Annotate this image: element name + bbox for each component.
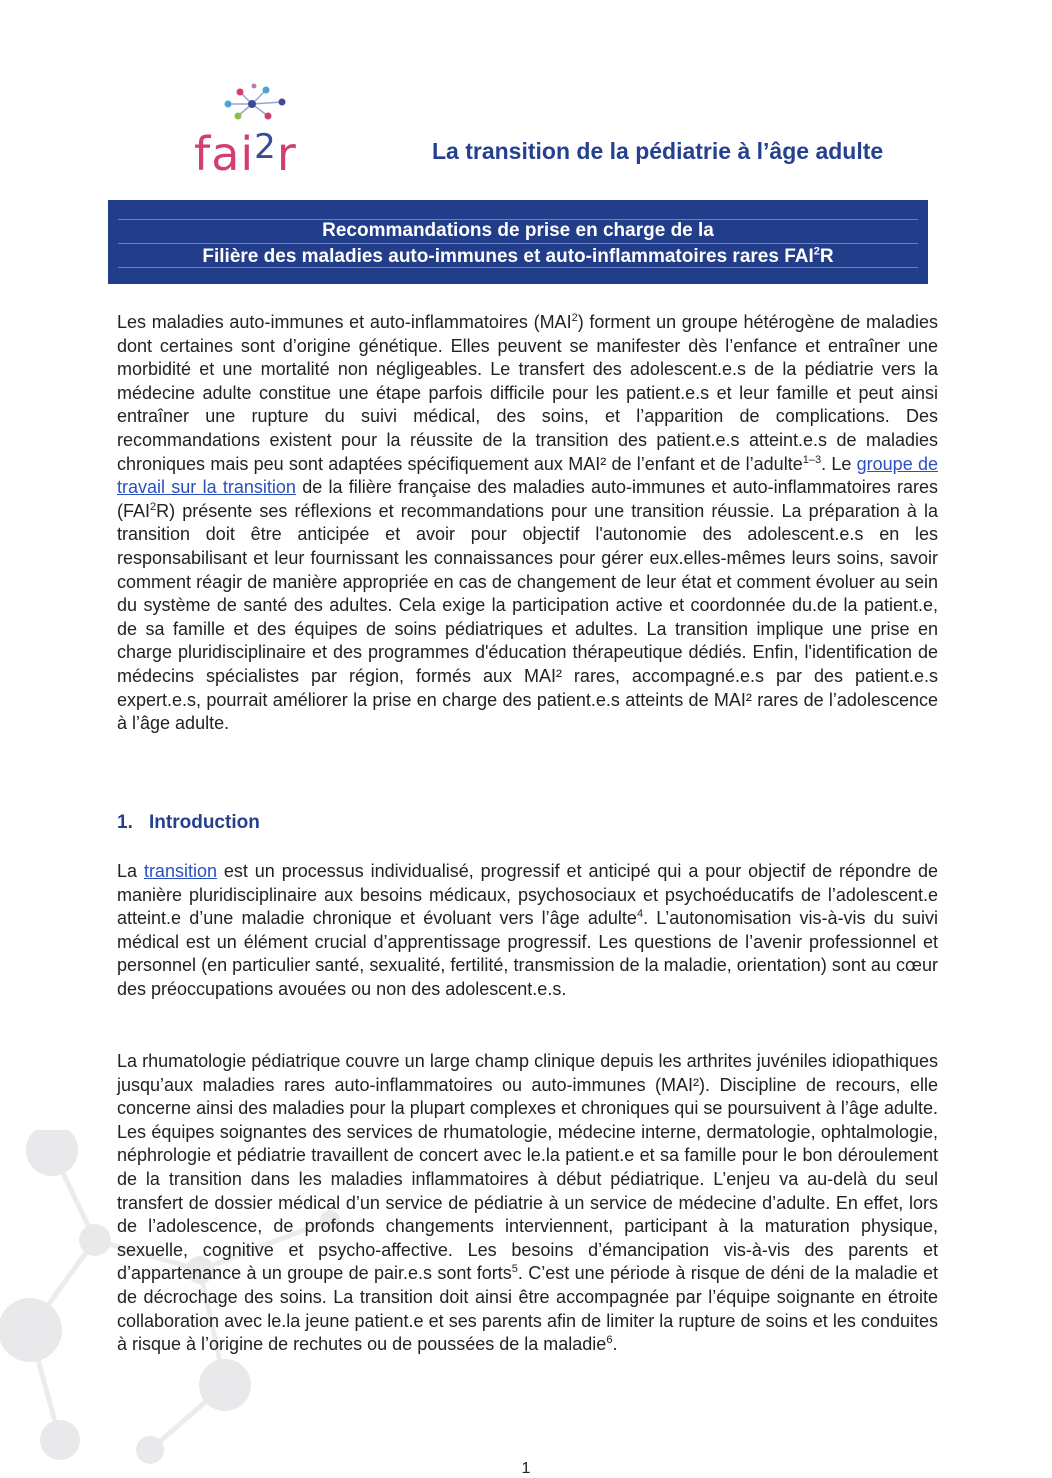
transition-group-link[interactable]: groupe de travail sur la transition (117, 453, 939, 498)
document-title: La transition de la pédiatrie à l’âge adulte (432, 138, 884, 164)
banner-line-2: Filière des maladies auto-immunes et auto-inflammatoires rares FAI$^2$R (202, 245, 834, 267)
transition-link[interactable]: transition (143, 861, 217, 881)
section-heading-introduction: 1. Introduction (117, 812, 260, 833)
intro-paragraph-1: La transition est un processus individualisé, progressif et anticipé qui a pour objectif de répondre de manière pluridisciplinaire aux besoins médicaux, psychosociaux et psychoéducatifs de l’adolescent.e atteint.e d’une maladie chronique et évoluant vers l’âge adulte$^4$. L’autonomisation vis-à-vis du suivi médical est un élément crucial d’apprentissage progressif. Les questions de l’avenir professionnel et personnel (en particulier santé, sexualité, fertilité, transmission de la maladie, orientation) sont au cœur des préoccupations avouées ou non des adolescent.e.s. (117, 861, 938, 999)
banner-rule (118, 243, 918, 244)
abstract-paragraph: Les maladies auto-immunes et auto-inflammatoires (MAI$^2$) forment un groupe hétérogène de maladies dont certaines sont d’origine génétique. Elles peuvent se manifester dès l’enfance et entraîner une morbidité et une mortalité non négligeables. Le transfert des adolescent.e.s de la pédiatrie vers la médecine adulte constitue une étape parfois difficile pour les patient.e.s et leur famille et peut ainsi entraîner une rupture du suivi médical, des soins, et l’apparition de complications. Des recommandations existent pour la réussite de la transition des patient.e.s atteint.e.s de maladies chroniques mais peu sont adaptées spécifiquement aux MAI² de l’enfant et de l’adulte$^{1-3}$. Le groupe de travail sur la transition de la filière française des maladies auto-immunes et auto-inflammatoires rares (FAI$^2$R) présente ses réflexions et recommandations pour une transition réussie. La préparation à la transition doit être anticipée et avoir pour objectif l'autonomie des adolescent.e.s en les responsabilisant et leur fournissant les connaissances pour gérer eux.elles-mêmes leurs soins, savoir comment réagir de manière appropriée en cas de changement de leur état et comment évoluer au sein du système de santé des adultes. Cela exige la participation active et coordonnée du.de la patient.e, de sa famille et des équipes de soins pédiatriques et adultes. La transition implique une prise en charge pluridisciplinaire et des programmes d'éducation thérapeutique dédiés. Enfin, l'identification de médecins spécialistes par région, formés aux MAI² rares, accompagné.e.s par des patient.e.s expert.e.s, pourrait améliorer la prise en charge des patient.e.s atteints de MAI² rares de l’adolescence à l’âge adulte. (117, 312, 939, 734)
banner-line-1: Recommandations de prise en charge de la (322, 220, 714, 241)
fai2r-logo (190, 82, 322, 181)
banner-rule (118, 267, 918, 268)
logo-wordmark: fai$^2$r (194, 127, 297, 181)
title-banner (108, 200, 928, 284)
page-number: 1 (521, 1460, 531, 1477)
banner-rule (118, 219, 918, 220)
logo-network-icon (190, 82, 322, 126)
intro-paragraph-2: La rhumatologie pédiatrique couvre un large champ clinique depuis les arthrites juvéniles idiopathiques jusqu’aux maladies rares auto-inflammatoires ou auto-immunes (MAI²). Discipline de recours, elle concerne ainsi des maladies pour la plupart complexes et chroniques qui se poursuivent à l’âge adulte. Les équipes soignantes des services de rhumatologie, médecine interne, dermatologie, ophtalmologie, néphrologie et pédiatrie travaillent de concert avec le.la patient.e et sa famille pour le bon déroulement de la transition dans les maladies inflammatoires à début pédiatrique. L’enjeu va au-delà du seul transfert de dossier médical d’un service de pédiatrie à un service de médecine d’adulte. En effet, lors de l’adolescence, de profonds changements interviennent, participant à la maturation physique, sexuelle, cognitive et psycho-affective. Les besoins d’émancipation vis-à-vis des parents et d’appartenance à un groupe de pair.e.s sont forts$^5$. C’est une période à risque de déni de la maladie et de décrochage des soins. La transition doit ainsi être accompagnée par l’équipe soignante en étroite collaboration avec le.la jeune patient.e et ses parents afin de limiter la rupture de soins et les conduites à risque à l’origine de rechutes ou de poussées de la maladie$^6$. (117, 1051, 938, 1355)
